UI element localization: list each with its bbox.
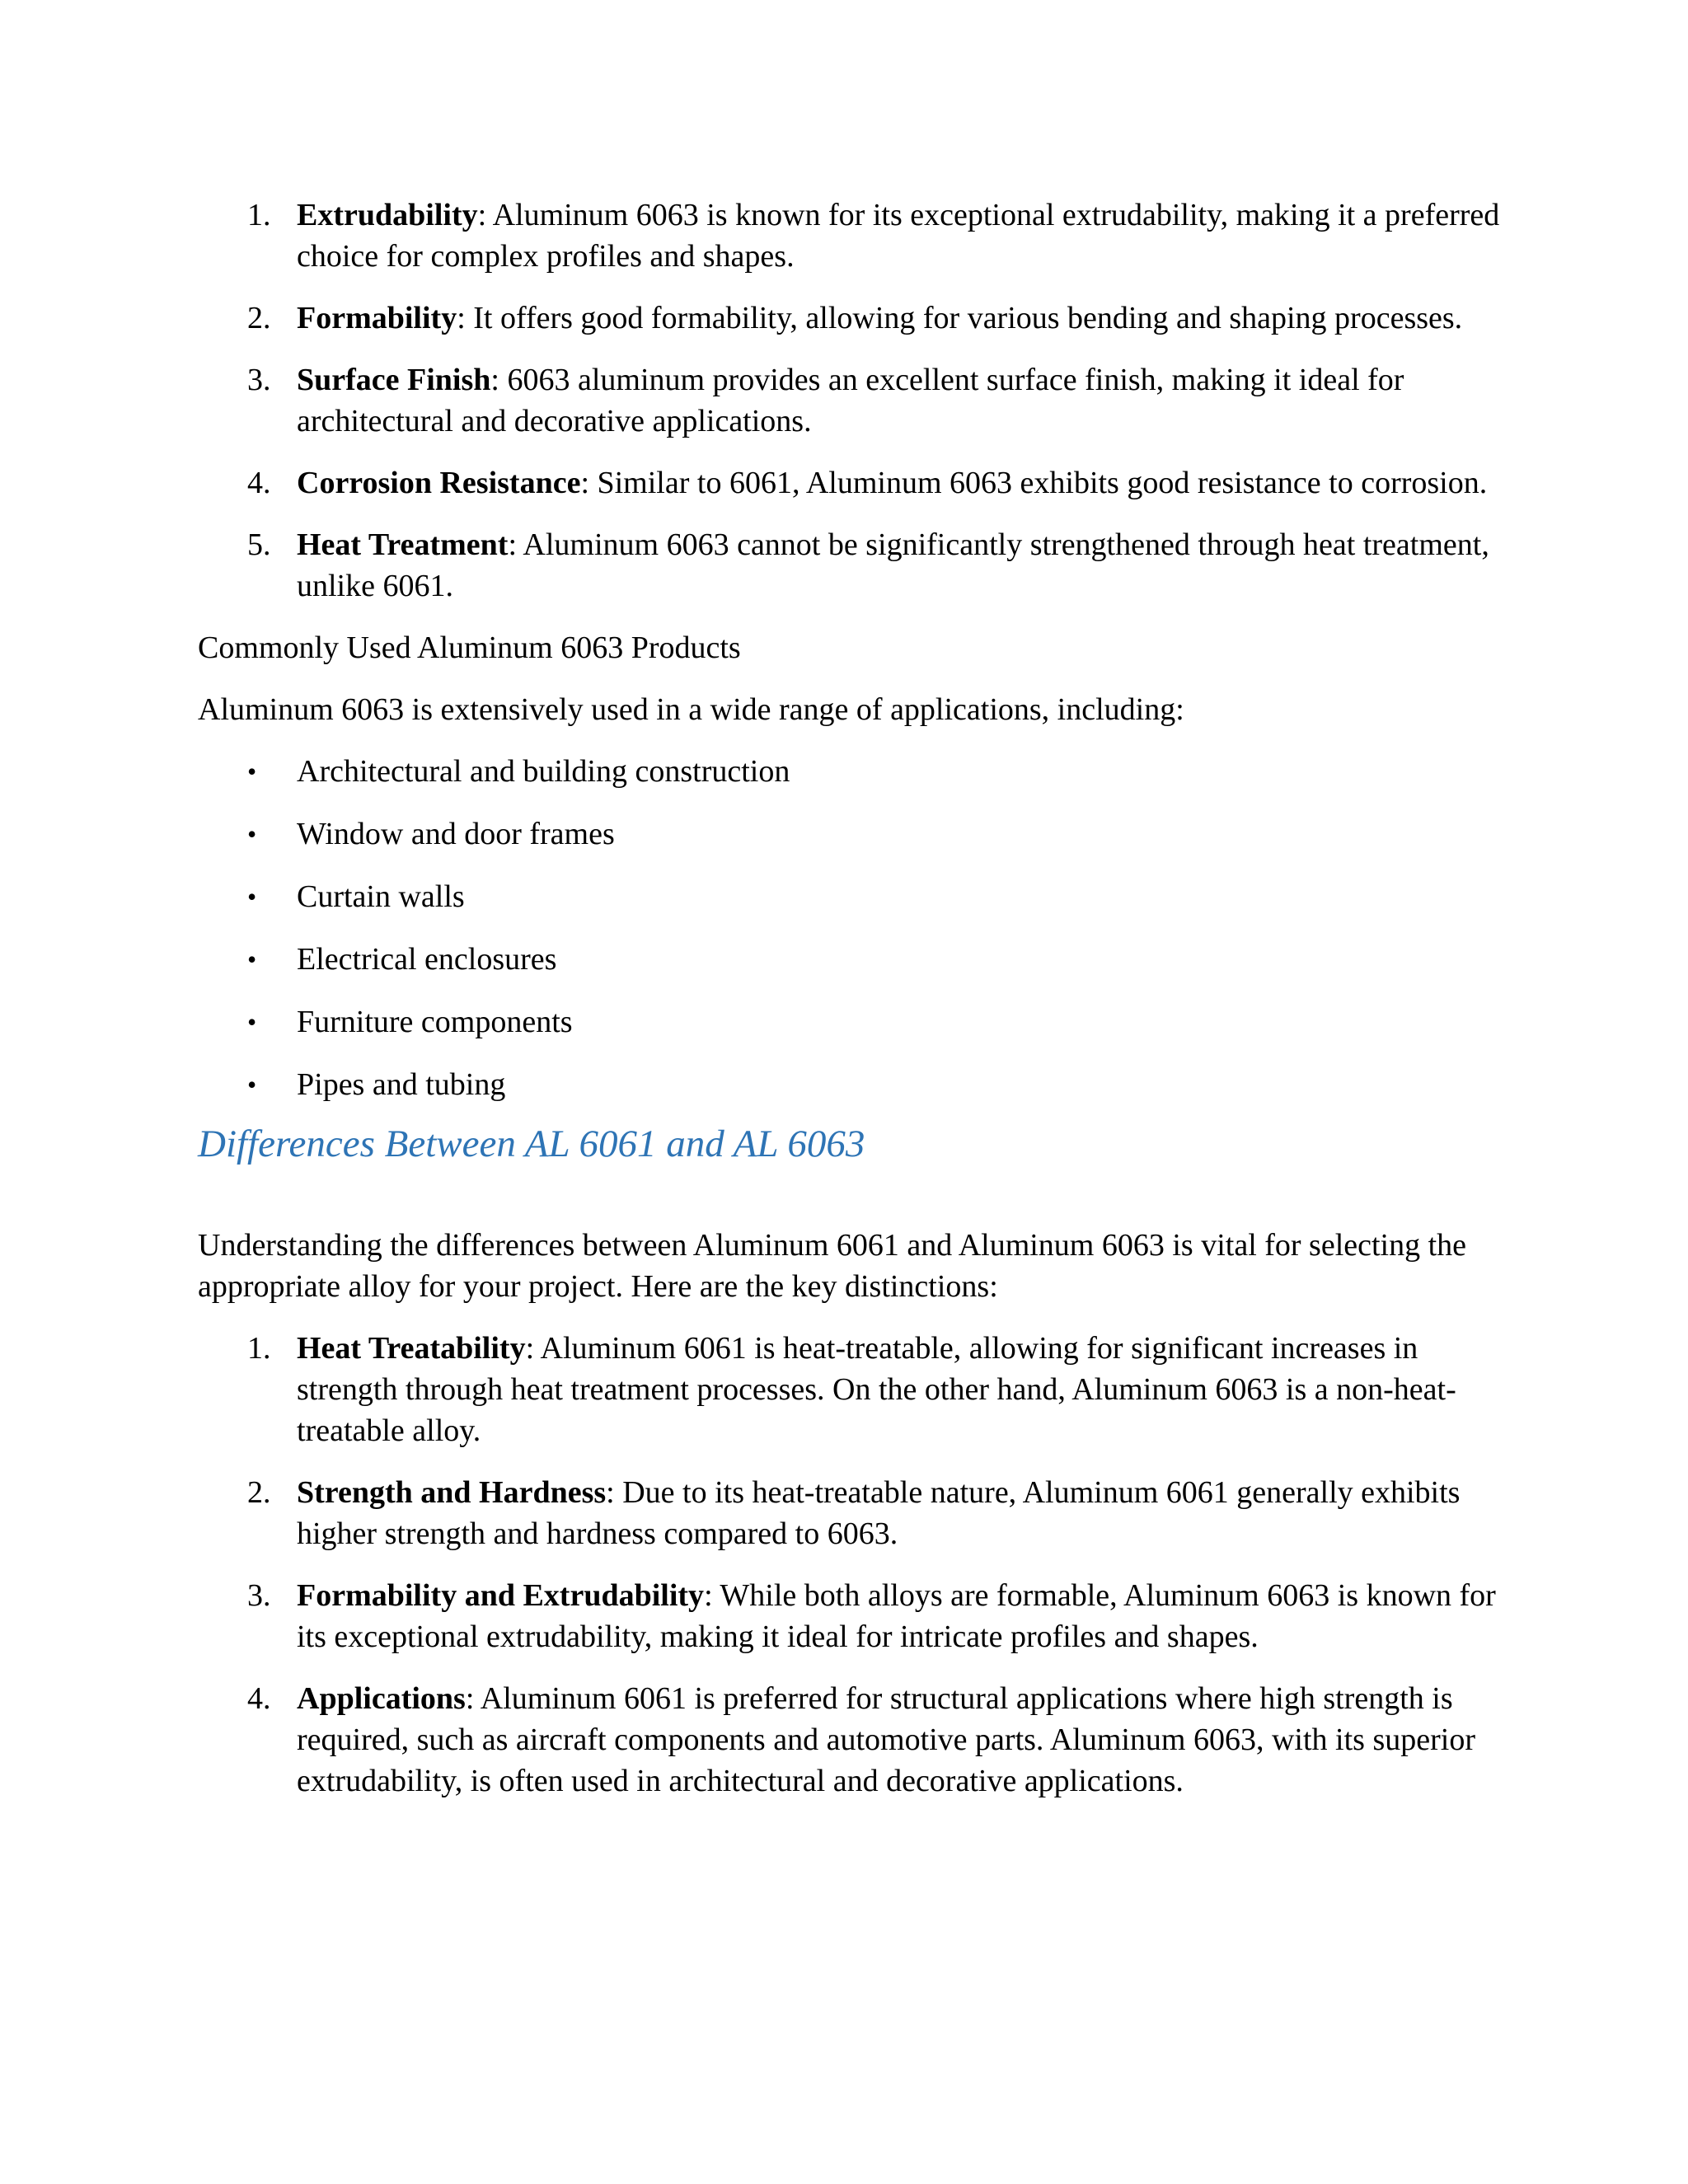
list-item (198, 1472, 1500, 1554)
list-item (198, 939, 1500, 980)
list-text: Window and door frames (297, 817, 615, 851)
list-term: Surface Finish (297, 363, 491, 397)
differences-intro: Understanding the differences between Aluminum 6061 and Aluminum 6063 is vital for selecting the appropriate alloy for your project. Here are the key distinctions: (198, 1228, 1467, 1304)
list-text: : Aluminum 6063 is known for its exceptional extrudability, making it a preferred choice for complex profiles and shapes. (297, 198, 1500, 274)
list-term: Formability (297, 301, 457, 335)
list-text: : Similar to 6061, Aluminum 6063 exhibits good resistance to corrosion. (580, 466, 1488, 500)
list-text: : Aluminum 6061 is heat-treatable, allowing for significant increases in strength through heat treatment processes. On the other hand, Aluminum 6063 is a non-heat-treatable alloy. (297, 1331, 1456, 1448)
list-number: 5. (247, 527, 271, 562)
bullet-icon: • (247, 757, 257, 786)
bullet-icon: • (247, 944, 257, 974)
list-number: 4. (247, 466, 271, 500)
list-text: Curtain walls (297, 879, 465, 914)
list-number: 1. (247, 1331, 271, 1366)
list-item (198, 462, 1500, 504)
list-text: : Aluminum 6061 is preferred for structural applications where high strength is required, such as aircraft components and automotive parts. Aluminum 6063, with its superior extrudability, is often used in architectural and decorative applications. (297, 1681, 1475, 1798)
list-text: Electrical enclosures (297, 942, 557, 977)
differences-list (198, 1328, 1500, 1802)
list-text: : It offers good formability, allowing for various bending and shaping processes. (457, 301, 1463, 335)
list-item (198, 1328, 1500, 1451)
list-item (198, 1678, 1500, 1802)
list-text: : Due to its heat-treatable nature, Aluminum 6061 generally exhibits higher strength and hardness compared to 6063. (297, 1475, 1461, 1551)
list-term: Formability and Extrudability (297, 1578, 705, 1613)
list-item (198, 298, 1500, 339)
bullet-icon: • (247, 1070, 257, 1099)
list-item (198, 524, 1500, 607)
list-item (198, 359, 1500, 442)
list-text: : 6063 aluminum provides an excellent surface finish, making it ideal for architectural and decorative applications. (297, 363, 1404, 438)
list-text: Architectural and building construction (297, 754, 790, 789)
bullet-icon: • (247, 882, 257, 912)
list-text: Furniture components (297, 1005, 573, 1039)
list-number: 3. (247, 1578, 271, 1613)
list-item (198, 813, 1500, 855)
list-item (198, 1064, 1500, 1105)
list-text: : While both alloys are formable, Aluminum 6063 is known for its exceptional extrudability, making it ideal for intricate profiles and shapes. (297, 1578, 1496, 1654)
products-list (198, 751, 1500, 1105)
list-item (198, 194, 1500, 277)
list-number: 1. (247, 198, 271, 232)
list-term: Heat Treatability (297, 1331, 526, 1366)
list-item (198, 876, 1500, 917)
list-term: Extrudability (297, 198, 478, 232)
list-number: 4. (247, 1681, 271, 1716)
list-term: Strength and Hardness (297, 1475, 607, 1510)
list-item (198, 751, 1500, 792)
list-text: : Aluminum 6063 cannot be significantly strengthened through heat treatment, unlike 6061. (297, 527, 1489, 603)
list-item (198, 1001, 1500, 1043)
properties-list (198, 194, 1500, 607)
list-term: Corrosion Resistance (297, 466, 581, 500)
section-heading: Differences Between AL 6061 and AL 6063 (198, 1122, 865, 1165)
list-number: 3. (247, 363, 271, 397)
list-text: Pipes and tubing (297, 1067, 506, 1102)
list-number: 2. (247, 1475, 271, 1510)
bullet-icon: • (247, 819, 257, 849)
bullet-icon: • (247, 1007, 257, 1037)
products-title: Commonly Used Aluminum 6063 Products (198, 630, 741, 665)
document-content (198, 194, 1500, 1802)
products-intro: Aluminum 6063 is extensively used in a wide range of applications, including: (198, 692, 1184, 727)
list-number: 2. (247, 301, 271, 335)
list-item (198, 1575, 1500, 1657)
list-term: Heat Treatment (297, 527, 509, 562)
list-term: Applications (297, 1681, 466, 1716)
